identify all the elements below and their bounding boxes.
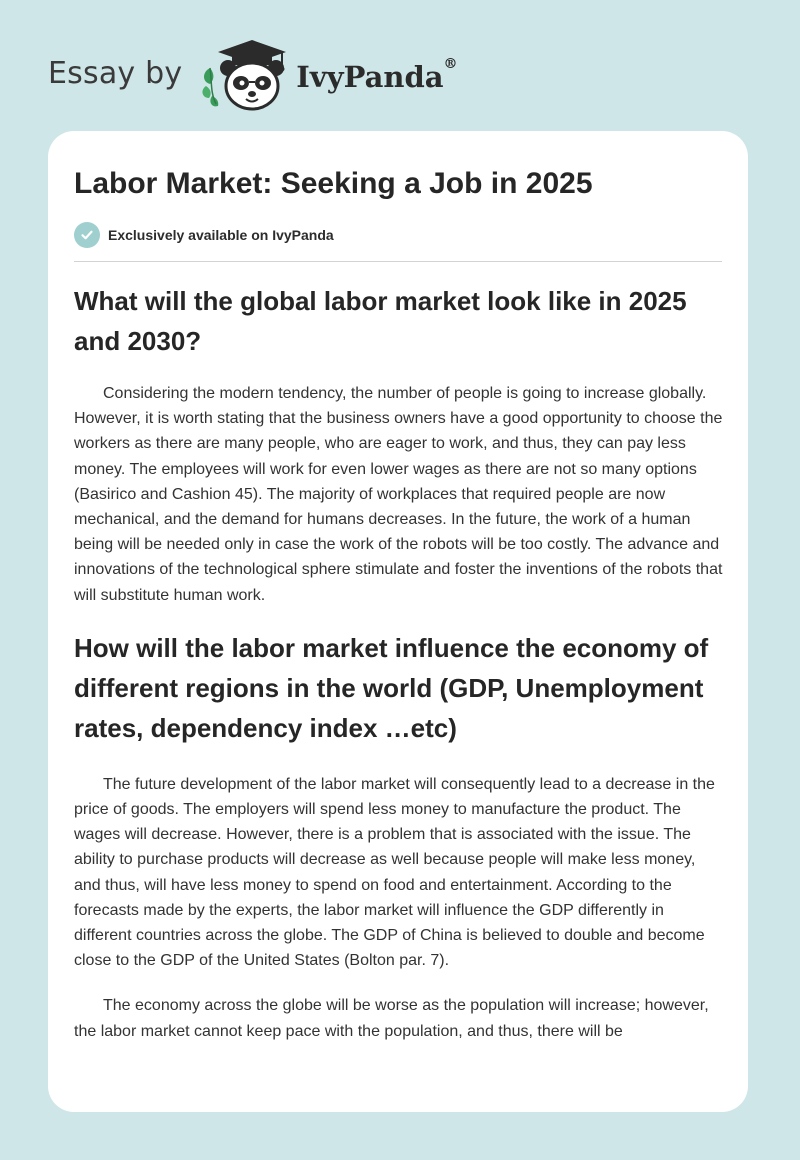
exclusive-badge [74,222,334,248]
paragraph: The economy across the globe will be worse as the population will increase; however, the labor market cannot keep pace with the population, and thus, there will be [74,997,709,1040]
essay-by-label: Essay by [48,55,183,91]
site-header [48,36,458,116]
check-icon [74,222,100,248]
article-card [48,131,748,1112]
paragraph: Considering the modern tendency, the number of people is going to increase globally. However, it is worth stating that the business owners have a good opportunity to choose the workers as there are many people, who are eager to work, and thus, they can pay less money. The employees will work for even lower wages as there are not so many options (Basirico and Cashion 45). The majority of workplaces that required people are now mechanical, and the demand for humans decreases. In the future, the work of a human being will be needed only in case the work of the robots will be too costly. The advance and innovations of the technological sphere stimulate and foster the inventions of the robots that will substitute human work. [74,385,723,604]
brand-name-text: IvyPanda [296,60,444,94]
registered-mark: ® [443,56,458,72]
section-heading: What will the global labor market look like in 2025 and 2030? [74,286,687,356]
paragraph: The future development of the labor market will consequently lead to a decrease in the price of goods. The employers will spend less money to manufacture the product. The wages will decrease. However, there is a problem that is associated with the issue. The ability to purchase products will decrease as well because people will make less money, and thus, will have less money to spend on food and entertainment. According to the forecasts made by the experts, the labor market will influence the GDP differently in different countries across the globe. The GDP of China is believed to double and become close to the GDP of the United States (Bolton par. 7). [74,775,715,970]
exclusive-badge-label: Exclusively available on IvyPanda [108,227,334,243]
brand-name[interactable] [296,56,458,94]
article-body [74,281,724,1044]
section-heading: How will the labor market influence the economy of different regions in the world (GDP, Unemployment rates, dependency index …etc) [74,632,709,743]
ivypanda-logo-icon[interactable] [196,38,292,114]
title-divider [74,261,722,262]
article-title: Labor Market: Seeking a Job in 2025 [74,167,593,200]
